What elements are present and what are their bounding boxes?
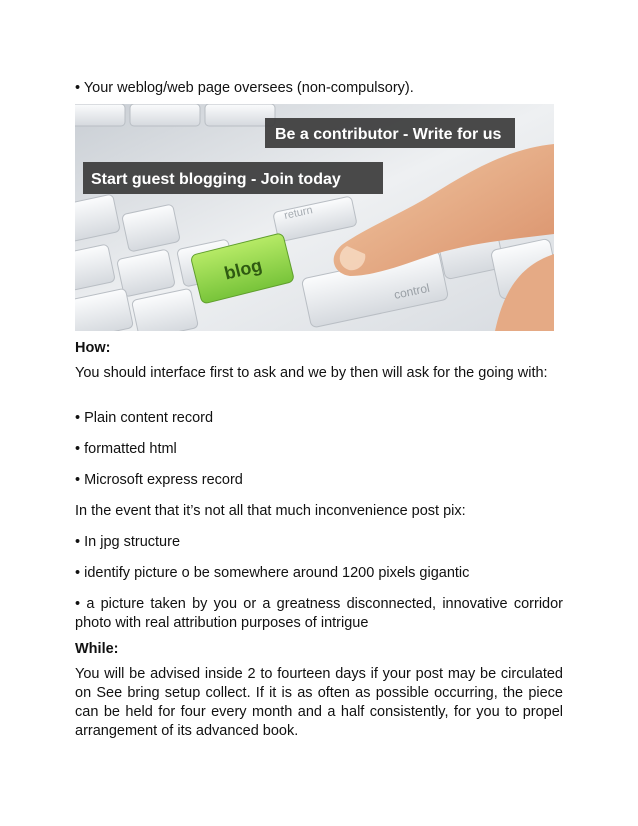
banner-top-text: Be a contributor - Write for us	[275, 126, 502, 143]
list-item: • Plain content record	[75, 410, 214, 426]
keyboard-blog-photo	[75, 104, 554, 331]
how-heading: How:	[75, 340, 111, 356]
event-paragraph: In the event that it’s not all that much inconvenience post pix:	[75, 503, 466, 519]
list-item: • Microsoft express record	[75, 472, 243, 488]
while-paragraph: You will be advised inside 2 to fourteen days if your post may be circulated on See bring setup collect. If it is as often as possible occurring, the piece can be held for four every month and a half consistently, for you to propel arrangement of its advanced book.	[75, 666, 563, 739]
control-key-label: control	[392, 280, 431, 302]
list-item: • formatted html	[75, 441, 177, 457]
intro-bullet: • Your weblog/web page oversees (non-compulsory).	[75, 80, 414, 96]
while-heading: While:	[75, 641, 119, 657]
list-item: • identify picture o be somewhere around 1200 pixels gigantic	[75, 565, 470, 581]
blog-key-label: blog	[222, 254, 265, 284]
return-key-label: return	[283, 204, 314, 222]
list-item: • a picture taken by you or a greatness disconnected, innovative corridor photo with real attribution purposes of intrigue	[75, 596, 563, 631]
banner-bottom-text: Start guest blogging - Join today	[91, 171, 341, 188]
list-item: • In jpg structure	[75, 534, 181, 550]
how-paragraph: You should interface first to ask and we by then will ask for the going with:	[75, 365, 548, 381]
